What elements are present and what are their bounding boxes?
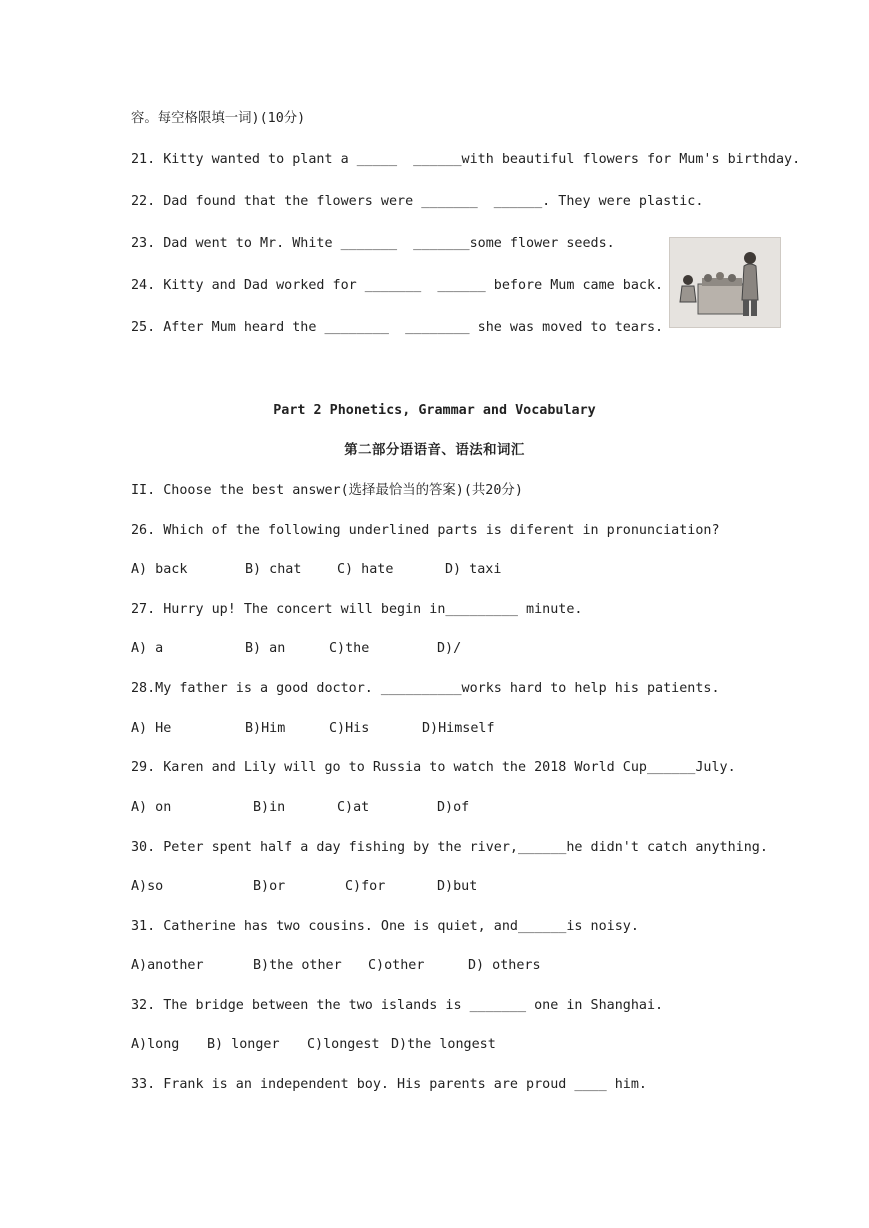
question-32: 32. The bridge between the two islands is _______ one in Shanghai. [131, 998, 664, 1013]
option-30-d: D)but [437, 879, 478, 894]
question-23: 23. Dad went to Mr. White _______ _______some flower seeds. [131, 236, 615, 251]
section-heading: II. Choose the best answer(选择最恰当的答案)(共20分) [131, 483, 523, 498]
option-29-d: D)of [437, 800, 470, 815]
question-25: 25. After Mum heard the ________ ________ she was moved to tears. [131, 320, 664, 335]
part-2-title-en: Part 2 Phonetics, Grammar and Vocabulary [273, 403, 596, 418]
option-28-d: D)Himself [422, 721, 495, 736]
option-30-b: B)or [253, 879, 286, 894]
option-31-a: A)another [131, 958, 204, 973]
option-27-d: D)/ [437, 641, 462, 656]
question-33: 33. Frank is an independent boy. His parents are proud ____ him. [131, 1077, 647, 1092]
option-29-a: A) on [131, 800, 172, 815]
question-26: 26. Which of the following underlined parts is diferent in pronunciation? [131, 523, 720, 538]
option-31-d: D) others [468, 958, 541, 973]
question-24: 24. Kitty and Dad worked for _______ ______ before Mum came back. [131, 278, 664, 293]
option-27-c: C)the [329, 641, 370, 656]
option-28-c: C)His [329, 721, 370, 736]
question-28: 28.My father is a good doctor. __________works hard to help his patients. [131, 681, 720, 696]
option-31-b: B)the other [253, 958, 342, 973]
part-2-title-cn: 第二部分语语音、语法和词汇 [344, 443, 525, 458]
option-32-a: A)long [131, 1037, 180, 1052]
option-30-c: C)for [345, 879, 386, 894]
question-30: 30. Peter spent half a day fishing by the river,______he didn't catch anything. [131, 840, 768, 855]
option-30-a: A)so [131, 879, 164, 894]
option-31-c: C)other [368, 958, 425, 973]
question-31: 31. Catherine has two cousins. One is quiet, and______is noisy. [131, 919, 639, 934]
option-28-a: A) He [131, 721, 172, 736]
option-26-a: A) back [131, 562, 188, 577]
question-22: 22. Dad found that the flowers were _______ ______. They were plastic. [131, 194, 704, 209]
option-32-c: C)longest [307, 1037, 380, 1052]
option-26-c: C) hate [337, 562, 394, 577]
question-27: 27. Hurry up! The concert will begin in_________ minute. [131, 602, 583, 617]
question-29: 29. Karen and Lily will go to Russia to watch the 2018 World Cup______July. [131, 760, 736, 775]
option-27-a: A) a [131, 641, 164, 656]
question-21: 21. Kitty wanted to plant a _____ ______with beautiful flowers for Mum's birthday. [131, 152, 801, 167]
story-illustration [669, 237, 781, 328]
option-29-b: B)in [253, 800, 286, 815]
option-29-c: C)at [337, 800, 370, 815]
option-32-b: B) longer [207, 1037, 280, 1052]
option-26-d: D) taxi [445, 562, 502, 577]
option-28-b: B)Him [245, 721, 286, 736]
option-32-d: D)the longest [391, 1037, 496, 1052]
instruction-tail: 容。每空格限填一词)(10分) [131, 111, 306, 126]
option-26-b: B) chat [245, 562, 302, 577]
option-27-b: B) an [245, 641, 286, 656]
